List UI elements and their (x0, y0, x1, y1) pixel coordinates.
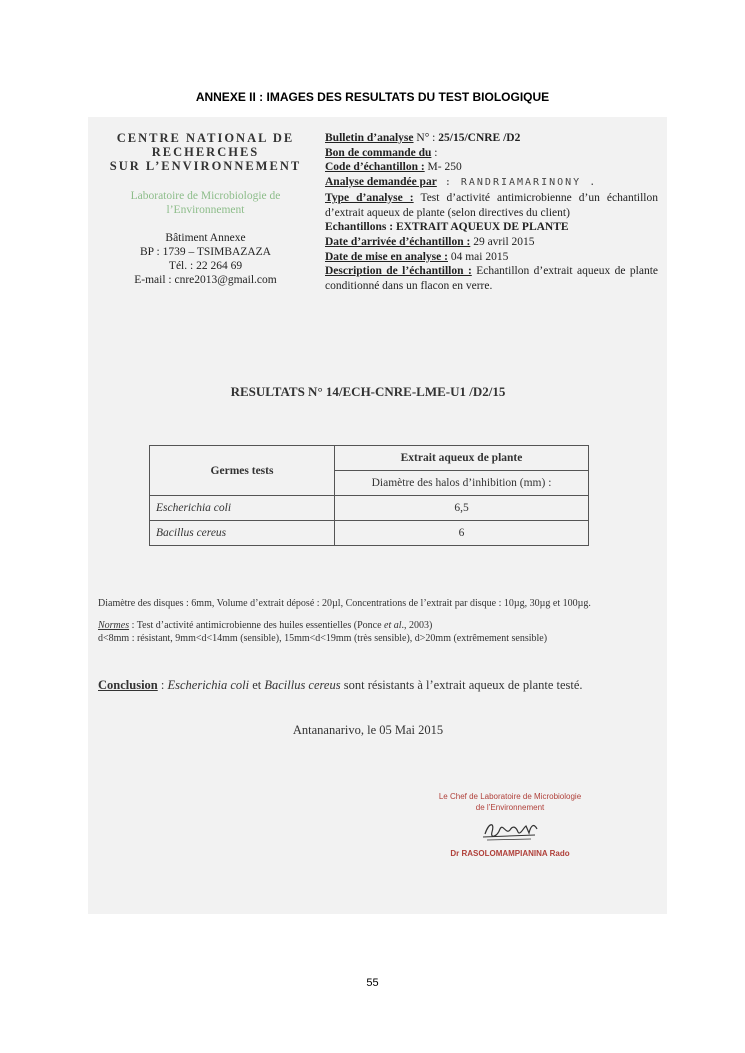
lab-name-line: l’Environnement (166, 204, 245, 216)
disk-parameters: Diamètre des disques : 6mm, Volume d’extrait déposé : 20µl, Concentrations de l’extrait par disque : 10µg, 30µg et 100µg. (98, 598, 591, 609)
address-block (88, 231, 323, 287)
samples-label: Echantillons : (325, 221, 394, 234)
analysis-date-label: Date de mise en analyse : (325, 250, 448, 263)
centre-name (88, 131, 323, 173)
analysis-date (325, 250, 658, 265)
analysis-type-value: Test d’activité antimicrobienne d’un échantillon d’extrait aqueux de plante (selon directives du client) (325, 191, 658, 219)
method-notes (98, 597, 656, 654)
bulletin-details (325, 131, 658, 294)
conclusion-text: sont résistants à l’extrait aqueux de plante testé. (340, 678, 583, 692)
arrival-date-value: 29 avril 2015 (470, 235, 535, 248)
bulletin-prefix: N° : (413, 132, 439, 144)
germ-name: Bacillus cereus (150, 521, 335, 546)
requested-by-value: : RANDRIAMARINONY . (436, 177, 598, 189)
institution-header (88, 131, 323, 287)
bulletin-value: 25/15/CNRE /D2 (438, 132, 521, 144)
annex-title: ANNEXE II : IMAGES DES RESULTATS DU TEST BIOLOGIQUE (195, 90, 550, 104)
norms-label: Normes (98, 620, 130, 631)
postal-box: BP : 1739 – TSIMBAZAZA (140, 246, 271, 258)
table-row (150, 521, 589, 546)
place-date: Antananarivo, le 05 Mai 2015 (292, 723, 444, 737)
purchase-order-value: : (431, 146, 438, 159)
scanned-document (88, 117, 667, 914)
conclusion-germ: Escherichia coli (167, 678, 250, 692)
results-table (149, 445, 589, 546)
sample-description (325, 264, 658, 293)
arrival-date-label: Date d’arrivée d’échantillon : (325, 235, 471, 248)
stamp-title: Le Chef de Laboratoire de Microbiologie (438, 792, 582, 801)
norms-scale: d<8mm : résistant, 9mm<d<14mm (sensible), 15mm<d<19mm (très sensible), d>20mm (extrêmement sensible) (98, 633, 548, 644)
sample-code-label: Code d’échantillon : (325, 161, 425, 174)
conclusion-label: Conclusion (98, 678, 158, 692)
signer-name: Dr RASOLOMAMPIANINA Rado (450, 849, 570, 858)
requested-by-label: Analyse demandée par (325, 176, 437, 189)
conclusion-and: et (249, 678, 265, 692)
bulletin-number (325, 131, 658, 146)
signature-block (410, 791, 610, 859)
analysis-date-value: 04 mai 2015 (447, 250, 509, 263)
samples (325, 220, 658, 235)
norms (98, 619, 656, 645)
sample-code (325, 160, 658, 175)
centre-name-line: CENTRE NATIONAL DE (116, 131, 295, 145)
page-number: 55 (366, 977, 379, 989)
samples-value: EXTRAIT AQUEUX DE PLANTE (393, 221, 569, 234)
laboratory-name (88, 189, 323, 217)
lab-name-line: Laboratoire de Microbiologie de (130, 190, 281, 202)
email: E-mail : cnre2013@gmail.com (134, 274, 277, 286)
conclusion-sep: : (157, 678, 168, 692)
purchase-order (325, 146, 658, 161)
conclusion (98, 678, 656, 693)
germ-name: Escherichia coli (150, 496, 335, 521)
analysis-type-label: Type d’analyse : (325, 191, 414, 204)
norms-etal: et al (384, 620, 402, 631)
centre-name-line: SUR L’ENVIRONNEMENT (109, 159, 302, 173)
analysis-type (325, 191, 658, 220)
inhibition-value: 6 (335, 521, 589, 546)
results-title: RESULTATS N° 14/ECH-CNRE-LME-U1 /D2/15 (230, 384, 506, 399)
requested-by (325, 175, 658, 191)
table-row (150, 496, 589, 521)
sample-description-value: Echantillon d’extrait aqueux de plante conditionné dans un flacon en verre. (325, 265, 658, 293)
norms-text-end: ., 2003) (401, 620, 433, 631)
extract-column-header: Extrait aqueux de plante (335, 446, 589, 471)
norms-text: : Test d’activité antimicrobienne des huiles essentielles (Ponce (129, 620, 385, 631)
conclusion-germ: Bacillus cereus (264, 678, 341, 692)
sample-description-label: Description de l’échantillon : (325, 265, 472, 278)
building: Bâtiment Annexe (165, 232, 246, 244)
handwritten-signature (479, 818, 541, 844)
arrival-date (325, 235, 658, 250)
table-header-row (150, 446, 589, 471)
sample-code-value: M- 250 (424, 161, 462, 174)
inhibition-value: 6,5 (335, 496, 589, 521)
telephone: Tél. : 22 264 69 (168, 260, 243, 272)
germ-column-header: Germes tests (150, 446, 335, 496)
centre-name-line: RECHERCHES (151, 145, 260, 159)
bulletin-label: Bulletin d’analyse (325, 132, 414, 144)
stamp-subtitle: de l’Environnement (475, 803, 545, 812)
purchase-order-label: Bon de commande du (325, 146, 432, 159)
diameter-subheader: Diamètre des halos d’inhibition (mm) : (335, 471, 589, 496)
